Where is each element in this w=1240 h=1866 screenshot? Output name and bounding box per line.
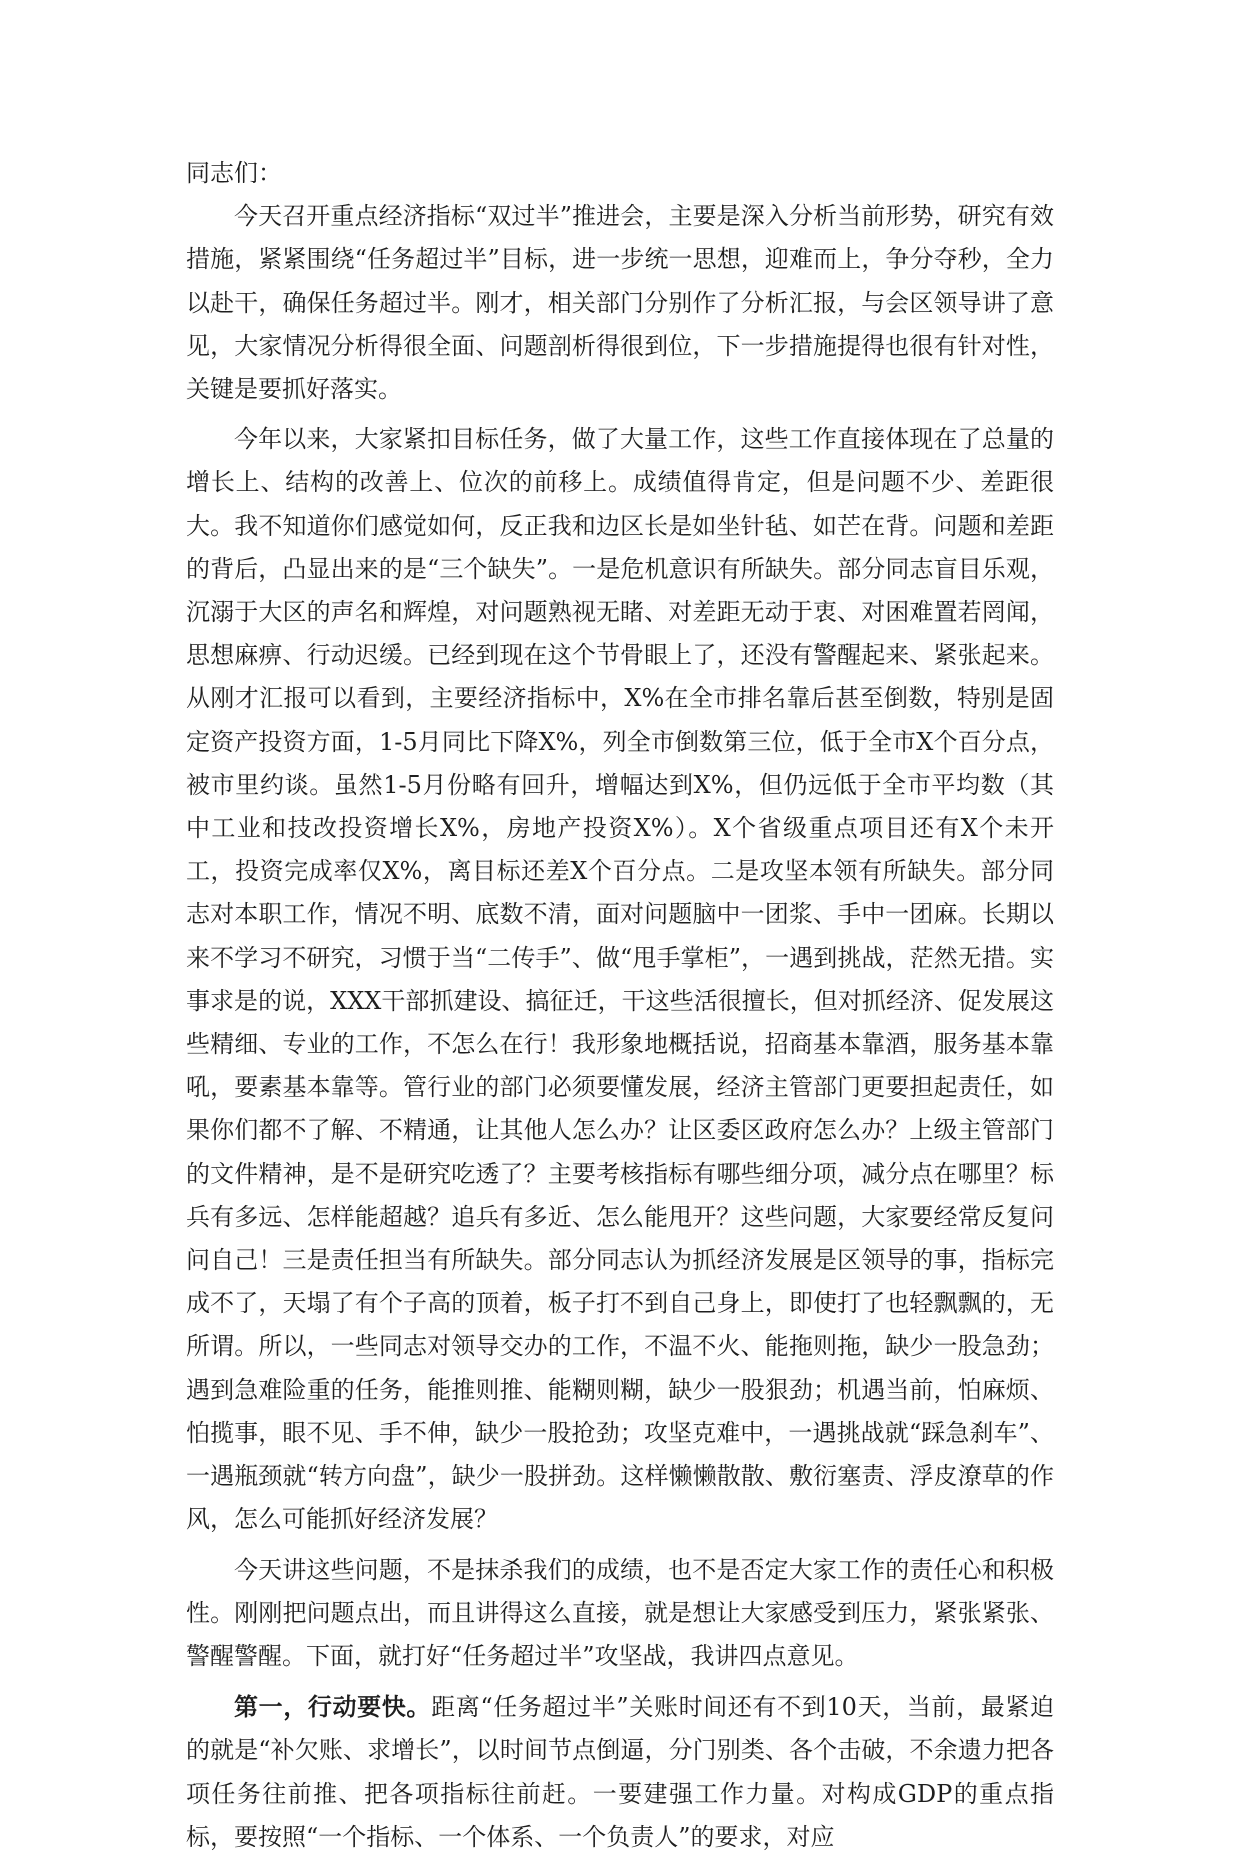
paragraph-first-point <box>186 1685 1054 1859</box>
paragraph-text: 今天召开重点经济指标“双过半”推进会，主要是深入分析当前形势，研究有效措施，紧紧围绕“任务超过半”目标，进一步统一思想，迎难而上，争分夺秒，全力以赴干，确保任务超过半。刚才，相关部门分别作了分析汇报，与会区领导讲了意见，大家情况分析得很全面、问题剖析得很到位，下一步措施提得也很有针对性，关键是要抓好落实。 <box>186 202 1054 404</box>
document-page <box>186 152 1054 1866</box>
paragraph-lead-heading: 第一，行动要快。 <box>234 1692 432 1722</box>
paragraph-transition <box>186 1549 1054 1679</box>
paragraph-text: 今天讲这些问题，不是抹杀我们的成绩，也不是否定大家工作的责任心和积极性。刚刚把问题点出，而且讲得这么直接，就是想让大家感受到压力，紧张紧张、警醒警醒。下面，就打好“任务超过半”攻坚战，我讲四点意见。 <box>186 1555 1054 1670</box>
paragraph-text: 今年以来，大家紧扣目标任务，做了大量工作，这些工作直接体现在了总量的增长上、结构的改善上、位次的前移上。成绩值得肯定，但是问题不少、差距很大。我不知道你们感觉如何，反正我和边区长是如坐针毡、如芒在背。问题和差距的背后，凸显出来的是“三个缺失”。一是危机意识有所缺失。部分同志盲目乐观，沉溺于大区的声名和辉煌，对问题熟视无睹、对差距无动于衷、对困难置若罔闻，思想麻痹、行动迟缓。已经到现在这个节骨眼上了，还没有警醒起来、紧张起来。从刚才汇报可以看到，主要经济指标中，X%在全市排名靠后甚至倒数，特别是固定资产投资方面，1-5月同比下降X%，列全市倒数第三位，低于全市X个百分点，被市里约谈。虽然1-5月份略有回升，增幅达到X%，但仍远低于全市平均数（其中工业和技改投资增长X%，房地产投资X%）。X个省级重点项目还有X个未开工，投资完成率仅X%，离目标还差X个百分点。二是攻坚本领有所缺失。部分同志对本职工作，情况不明、底数不清，面对问题脑中一团浆、手中一团麻。长期以来不学习不研究，习惯于当“二传手”、做“甩手掌柜”，一遇到挑战，茫然无措。实事求是的说，XXX干部抓建设、搞征迁，干这些活很擅长，但对抓经济、促发展这些精细、专业的工作，不怎么在行！我形象地概括说，招商基本靠酒，服务基本靠吼，要素基本靠等。管行业的部门必须要懂发展，经济主管部门更要担起责任，如果你们都不了解、不精通，让其他人怎么办？让区委区政府怎么办？上级主管部门的文件精神，是不是研究吃透了？主要考核指标有哪些细分项，减分点在哪里？标兵有多远、怎样能超越？追兵有多近、怎么能甩开？这些问题，大家要经常反复问问自己！三是责任担当有所缺失。部分同志认为抓经济发展是区领导的事，指标完成不了，天塌了有个子高的顶着，板子打不到自己身上，即使打了也轻飘飘的，无所谓。所以，一些同志对领导交办的工作，不温不火、能拖则拖，缺少一股急劲；遇到急难险重的任务，能推则推、能糊则糊，缺少一股狠劲；机遇当前，怕麻烦、怕揽事，眼不见、手不伸，缺少一股抢劲；攻坚克难中，一遇挑战就“踩急刹车”、一遇瓶颈就“转方向盘”，缺少一股拼劲。这样懒懒散散、敷衍塞责、浮皮潦草的作风，怎么可能抓好经济发展？ <box>186 425 1054 1534</box>
salutation: 同志们： <box>186 159 282 187</box>
paragraph-three-deficiencies <box>186 418 1054 1541</box>
paragraph-opening <box>186 195 1054 411</box>
paragraph-text: 距离“任务超过半”关账时间还有不到10天，当前，最紧迫的就是“补欠账、求增长”，以时间节点倒逼，分门别类、各个击破，不余遗力把各项任务往前推、把各项指标往前赶。一要建强工作力量。对构成GDP的重点指标，要按照“一个指标、一个体系、一个负责人”的要求，对应 <box>186 1693 1055 1851</box>
